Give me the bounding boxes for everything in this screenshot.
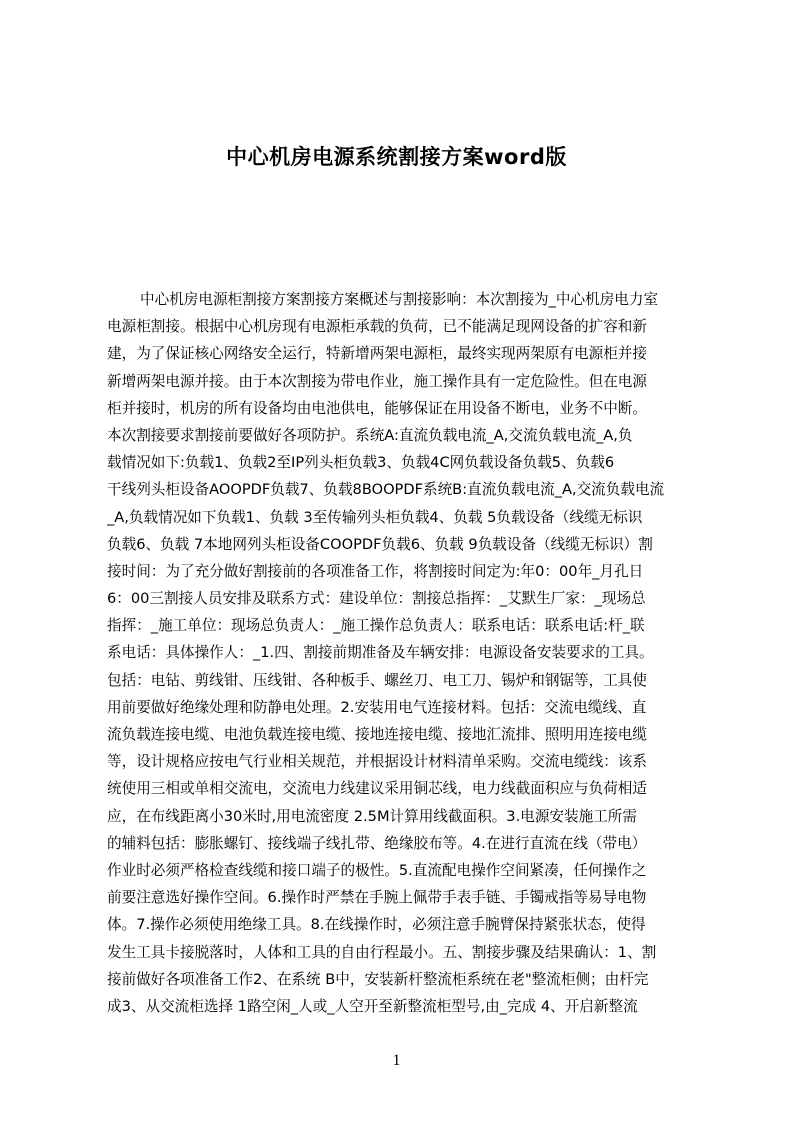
page-number: 1 — [392, 1052, 401, 1069]
body-line: 6：00三割接人员安排及联系方式：建设单位：割接总指挥：_艾默生厂家：_现场总 — [107, 590, 646, 608]
body-line: 作业时必须严格检查线缆和接口端子的极性。5.直流配电操作空间紧凑，任何操作之 — [107, 861, 647, 879]
body-line: 电源柜割接。根据中心机房现有电源柜承载的负荷，已不能满足现网设备的扩容和新 — [107, 318, 647, 336]
body-line: 中心机房电源柜割接方案割接方案概述与割接影响：本次割接为_中心机房电力室 — [140, 291, 659, 308]
body-line: _A,负载情况如下负载1、负载 3至传输列头柜负载4、负载 5负载设备（线缆无标识 — [107, 508, 643, 526]
body-line: 系电话：具体操作人：_1.四、割接前期准备及车辆安排：电源设备安装要求的工具。 — [107, 644, 654, 662]
document-body — [107, 286, 698, 1020]
body-line: 指挥：_施工单位：现场总负责人：_施工操作总负责人：联系电话：联系电话:杆_联 — [107, 617, 645, 635]
document-title: 中心机房电源系统割接方案word版 — [226, 145, 567, 169]
body-line: 本次割接要求割接前要做好各项防护。系统A:直流负载电流_A,交流负载电流_A,负 — [107, 426, 633, 444]
body-line: 包括：电钻、剪线钳、压线钳、各种板手、螺丝刀、电工刀、锡炉和钢锯等，工具使 — [107, 671, 647, 689]
body-line: 流负载连接电缆、电池负载连接电缆、接地连接电缆、接地汇流排、照明用连接电缆 — [107, 726, 647, 743]
body-line: 前要注意选好操作空间。6.操作时严禁在手腕上佩带手表手链、手镯戒指等易导电物 — [107, 889, 647, 907]
body-line: 接前做好各项准备工作2、在系统 B中，安装新杆整流柜系统在老"整流柜侧；由杆完 — [107, 970, 649, 988]
body-line: 干线列头柜设备AOOPDF负载7、负载8BOOPDF系统B:直流负载电流_A,交流负载电流 — [107, 481, 665, 499]
body-line: 统使用三相或单相交流电，交流电力线建议采用铜芯线，电力线截面积应与负荷相适 — [107, 780, 647, 798]
body-line: 新增两架电源并接。由于本次割接为带电作业，施工操作具有一定危险性。但在电源 — [107, 372, 647, 390]
body-line: 负载6、负载 7本地网列头柜设备COOPDF负载6、负载 9负载设备（线缆无标识）割 — [107, 535, 653, 553]
body-line: 成3、从交流柜选择 1路空闲_人或_人空开至新整流柜型号,由_完成 4、开启新整流 — [107, 997, 638, 1015]
body-line: 用前要做好绝缘处理和防静电处理。2.安装用电气连接材料。包括：交流电缆线、直 — [107, 698, 647, 716]
body-line: 建，为了保证核心网络安全运行，特新增两架电源柜，最终实现两架原有电源柜并接 — [107, 345, 647, 363]
body-line: 体。7.操作必须使用绝缘工具。8.在线操作时，必须注意手腕臂保持紧张状态，使得 — [107, 916, 646, 934]
body-line: 等，设计规格应按电气行业相关规范，并根据设计材料清单采购。交流电缆线：该系 — [107, 753, 647, 771]
body-line: 发生工具卡接脱落时，人体和工具的自由行程最小。五、割接步骤及结果确认：1、割 — [107, 943, 657, 961]
body-line: 的辅料包括：膨胀螺钉、接线端子线扎带、绝缘胶布等。4.在进行直流在线（带电） — [107, 834, 647, 852]
body-line: 载情况如下:负载1、负载2至IP列头柜负载3、负载4C网负载设备负载5、负载6 — [107, 454, 615, 472]
body-line: 应，在布线距离小30米时,用电流密度 2.5M计算用线截面积。3.电源安装施工所需 — [107, 807, 637, 825]
body-line: 柜并接时，机房的所有设备均由电池供电，能够保证在用设备不断电，业务不中断。 — [107, 399, 647, 417]
body-line: 接时间：为了充分做好割接前的各项准备工作，将割接时间定为:年0：00年_月孔日 — [107, 562, 644, 580]
